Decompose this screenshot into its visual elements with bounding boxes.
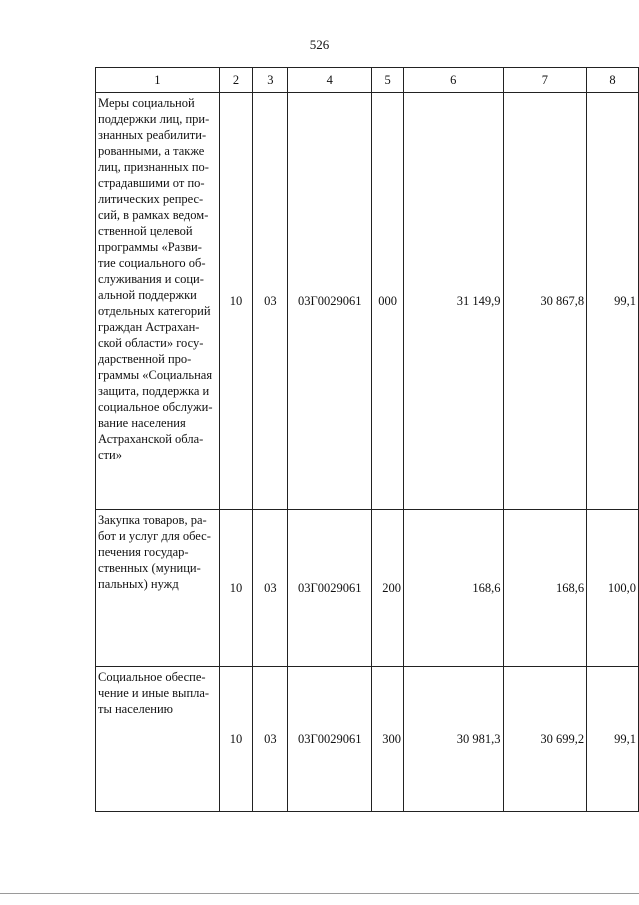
header-cell-8: 8 (587, 68, 639, 93)
row-percent: 99,1 (587, 93, 639, 510)
row-actual-amount: 30 699,2 (503, 667, 587, 812)
header-cell-3: 3 (253, 68, 288, 93)
row-expense-type: 000 (372, 93, 404, 510)
row-description: Закупка товаров, ра- бот и услуг для обес- печения государ- ственных (муници- пальных) нужд (96, 510, 220, 667)
row-actual-amount: 168,6 (503, 510, 587, 667)
header-cell-6: 6 (404, 68, 503, 93)
row-actual-amount: 30 867,8 (503, 93, 587, 510)
scan-edge-line (0, 893, 639, 894)
row-target-article: 03Г0029061 (288, 667, 372, 812)
table-row (96, 667, 639, 812)
header-cell-2: 2 (219, 68, 253, 93)
row-expense-type: 300 (372, 667, 404, 812)
row-description: Меры социальной поддержки лиц, при- знанных реабилити- рованными, а также лиц, признанных по- страдавшими от по- литических репрес- сий, в рамках ведом- ственной целевой программы «Разви- тие социального об- служивания и соци- альной поддержки отдельных категорий граждан Астрахан- ской области» госу- дарственной про- граммы «Социальная защита, поддержка и социальное обслужи- вание населения Астраханской обла- сти» (96, 93, 220, 510)
header-cell-5: 5 (372, 68, 404, 93)
row-target-article: 03Г0029061 (288, 93, 372, 510)
row-section: 10 (219, 510, 253, 667)
row-expense-type: 200 (372, 510, 404, 667)
row-planned-amount: 31 149,9 (404, 93, 503, 510)
row-target-article: 03Г0029061 (288, 510, 372, 667)
row-subsection: 03 (253, 667, 288, 812)
table-header-row (96, 68, 639, 93)
row-percent: 100,0 (587, 510, 639, 667)
row-description: Социальное обеспе- чение и иные выпла- ты населению (96, 667, 220, 812)
header-cell-1: 1 (96, 68, 220, 93)
budget-table (95, 67, 639, 812)
row-subsection: 03 (253, 510, 288, 667)
header-cell-7: 7 (503, 68, 587, 93)
page-number: 526 (309, 37, 330, 52)
row-section: 10 (219, 667, 253, 812)
table-row (96, 93, 639, 510)
row-section: 10 (219, 93, 253, 510)
row-planned-amount: 168,6 (404, 510, 503, 667)
table-row (96, 510, 639, 667)
header-cell-4: 4 (288, 68, 372, 93)
row-percent: 99,1 (587, 667, 639, 812)
row-subsection: 03 (253, 93, 288, 510)
row-planned-amount: 30 981,3 (404, 667, 503, 812)
